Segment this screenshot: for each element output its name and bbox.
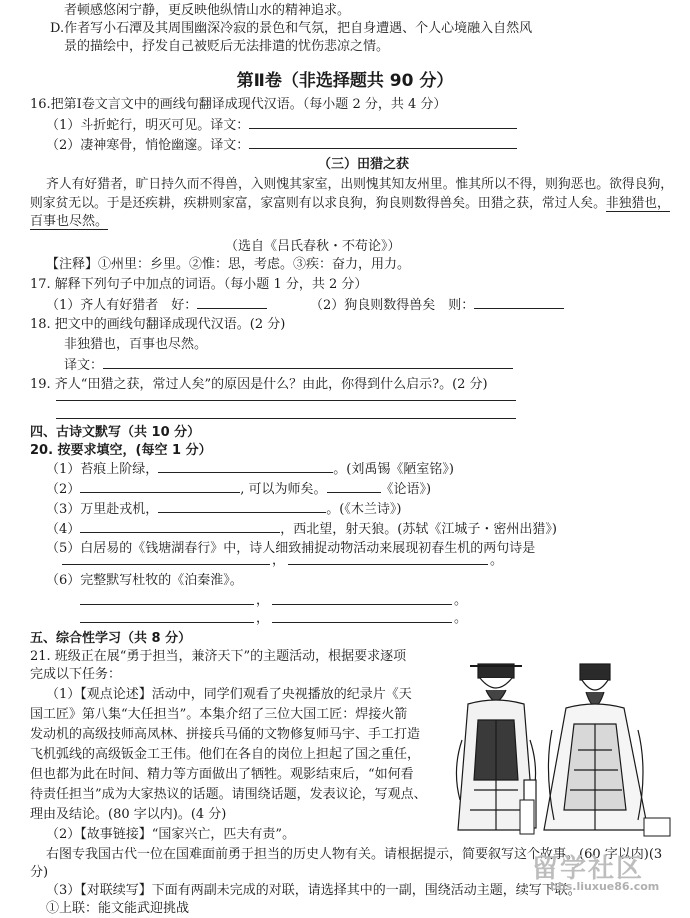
question-21: 21. 班级正在展“勇于担当，兼济天下”的主题活动，根据要求逐项 (30, 649, 407, 664)
question-18-sentence: 非独猎也，百事也尽然。 (64, 337, 208, 352)
passage-line-2: 则家贫无以。于是还疾耕，疾耕则家富，家富则有以求良狗，狗良则数得兽矣。田猎之获，常过人矣。非独猎也， (30, 196, 670, 211)
option-d: D.作者写小石潭及其周围幽深冷寂的景色和气氛，把自身遭遇、个人心境融入自然风 (50, 21, 533, 36)
period: 。 (454, 593, 468, 608)
question-18-answer: 译文： (64, 356, 513, 375)
answer-line (56, 418, 516, 419)
passage-title: （三）田猎之获 (318, 157, 410, 172)
question-17-1: （1）齐人有好猎者 好： (46, 296, 267, 315)
period: 。 (490, 553, 504, 568)
question-20: 20. 按要求填空，(每空 1 分） (30, 443, 212, 458)
fill-5: （5）白居易的《钱塘湖春行》中，诗人细致捕捉动物活动来展现初春生机的两句诗是 (46, 541, 536, 556)
question-17-2: （2）狗良则数得兽矣 则： (310, 296, 564, 315)
task-1-line-4: 飞机弧线的高级钣金工王伟。他们在各自的岗位上担起了国之重任， (30, 747, 421, 762)
question-16-2: （2）凄神寒骨，悄怆幽邃。译文： (46, 136, 517, 155)
passage-line-3: 百事也尽然。 (30, 214, 109, 229)
task-2: （2）【故事链接】“国家兴亡，匹夫有责”。 (46, 827, 296, 842)
period: 。 (454, 611, 468, 626)
passage-notes: 【注释】①州里：乡里。②惟：思，考虑。③疾：奋力，用力。 (46, 257, 411, 272)
comma: ， (256, 593, 270, 608)
comma: ， (256, 611, 270, 626)
option-d-cont: 景的描绘中，抒发自己被贬后无法排遣的忧伤悲凉之情。 (64, 39, 390, 54)
question-18: 18. 把文中的画线句翻译成现代汉语。(2 分) (30, 317, 286, 332)
question-16: 16.把第Ⅰ卷文言文中的画线句翻译成现代汉语。（每小题 2 分，共 4 分） (30, 97, 447, 112)
answer-line (80, 622, 254, 623)
task-1-line-3: 发动机的高级技师高凤林、拼接兵马俑的文物修复师马宇、手工打造 (30, 727, 421, 742)
section-4-heading: 四、古诗文默写（共 10 分） (30, 425, 201, 440)
section-title: 第Ⅱ卷（非选择题共 90 分） (236, 71, 454, 91)
question-17: 17. 解释下列句子中加点的词语。（每小题 1 分，共 2 分） (30, 277, 368, 292)
question-21-cont: 完成以下任务： (30, 667, 122, 682)
answer-line (80, 604, 254, 605)
fill-6: （6）完整默写杜牧的《泊秦淮》。 (46, 573, 243, 588)
option-c-cont: 者顿感悠闲宁静，更反映他纵情山水的精神追求。 (64, 3, 351, 18)
passage-line-1: 齐人有好猎者，旷日持久而不得兽，入则愧其家室，出则愧其知友州里。惟其所以不得，则狗恶也。欲得良狗， (46, 177, 674, 192)
answer-line (272, 604, 452, 605)
answer-line (56, 400, 516, 401)
task-1-line-6: 待责任担当”成为大家热议的话题。请围绕话题，发表议论，写观点、 (30, 787, 427, 802)
answer-line (62, 564, 270, 565)
task-2-line-3: 分) (30, 865, 49, 880)
historical-figures-illustration (448, 660, 678, 842)
task-2-line-2: 右图专我国古代一位在国难面前勇于担当的历史人物有关。请根据提示，简要叙写这个故事。(60 字以内)(3 (46, 847, 663, 862)
fill-2: （2） , 可以为师矣。 《论语》) (46, 482, 432, 497)
fill-3: （3）万里赴戎机， 。(《木兰诗》) (46, 502, 402, 517)
passage-source: （选自《吕氏春秋・不苟论》） (225, 239, 401, 254)
section-5-heading: 五、综合性学习（共 8 分） (30, 631, 192, 646)
watermark-logo: 留学社区 (532, 854, 645, 884)
fill-4: （4） ，西北望，射天狼。(苏轼《江城子・密州出猎》) (46, 522, 557, 537)
watermark-url: bbs.liuxue86.com (550, 880, 660, 893)
task-3-line-2: ①上联：能文能武迎挑战 (46, 901, 190, 916)
question-19: 19. 齐人“田猎之获，常过人矣”的原因是什么？由此，你得到什么启示?。(2 分) (30, 377, 488, 392)
fill-1: （1）苔痕上阶绿， 。(刘禹锡《陋室铭》) (46, 462, 454, 477)
task-1-line-2: 国工匠》第八集“大任担当”。本集介绍了三位大国工匠：焊接火箭 (30, 707, 408, 722)
task-1: （1）【观点论述】活动中，同学们观看了央视播放的纪录片《天 (46, 687, 412, 702)
comma: ， (272, 553, 286, 568)
question-16-1: （1）斗折蛇行，明灭可见。译文： (46, 116, 517, 135)
answer-line (272, 622, 452, 623)
task-3: （3）【对联续写】下面有两副未完成的对联，请选择其中的一副，围绕活动主题，续写下联。 (46, 883, 581, 898)
answer-line (288, 564, 488, 565)
task-1-line-5: 但也都为此在时间、精力等方面做出了牺牲。观影结束后，“如何看 (30, 767, 414, 782)
task-1-line-7: 理由及结论。(80 字以内)。(4 分) (30, 807, 227, 822)
